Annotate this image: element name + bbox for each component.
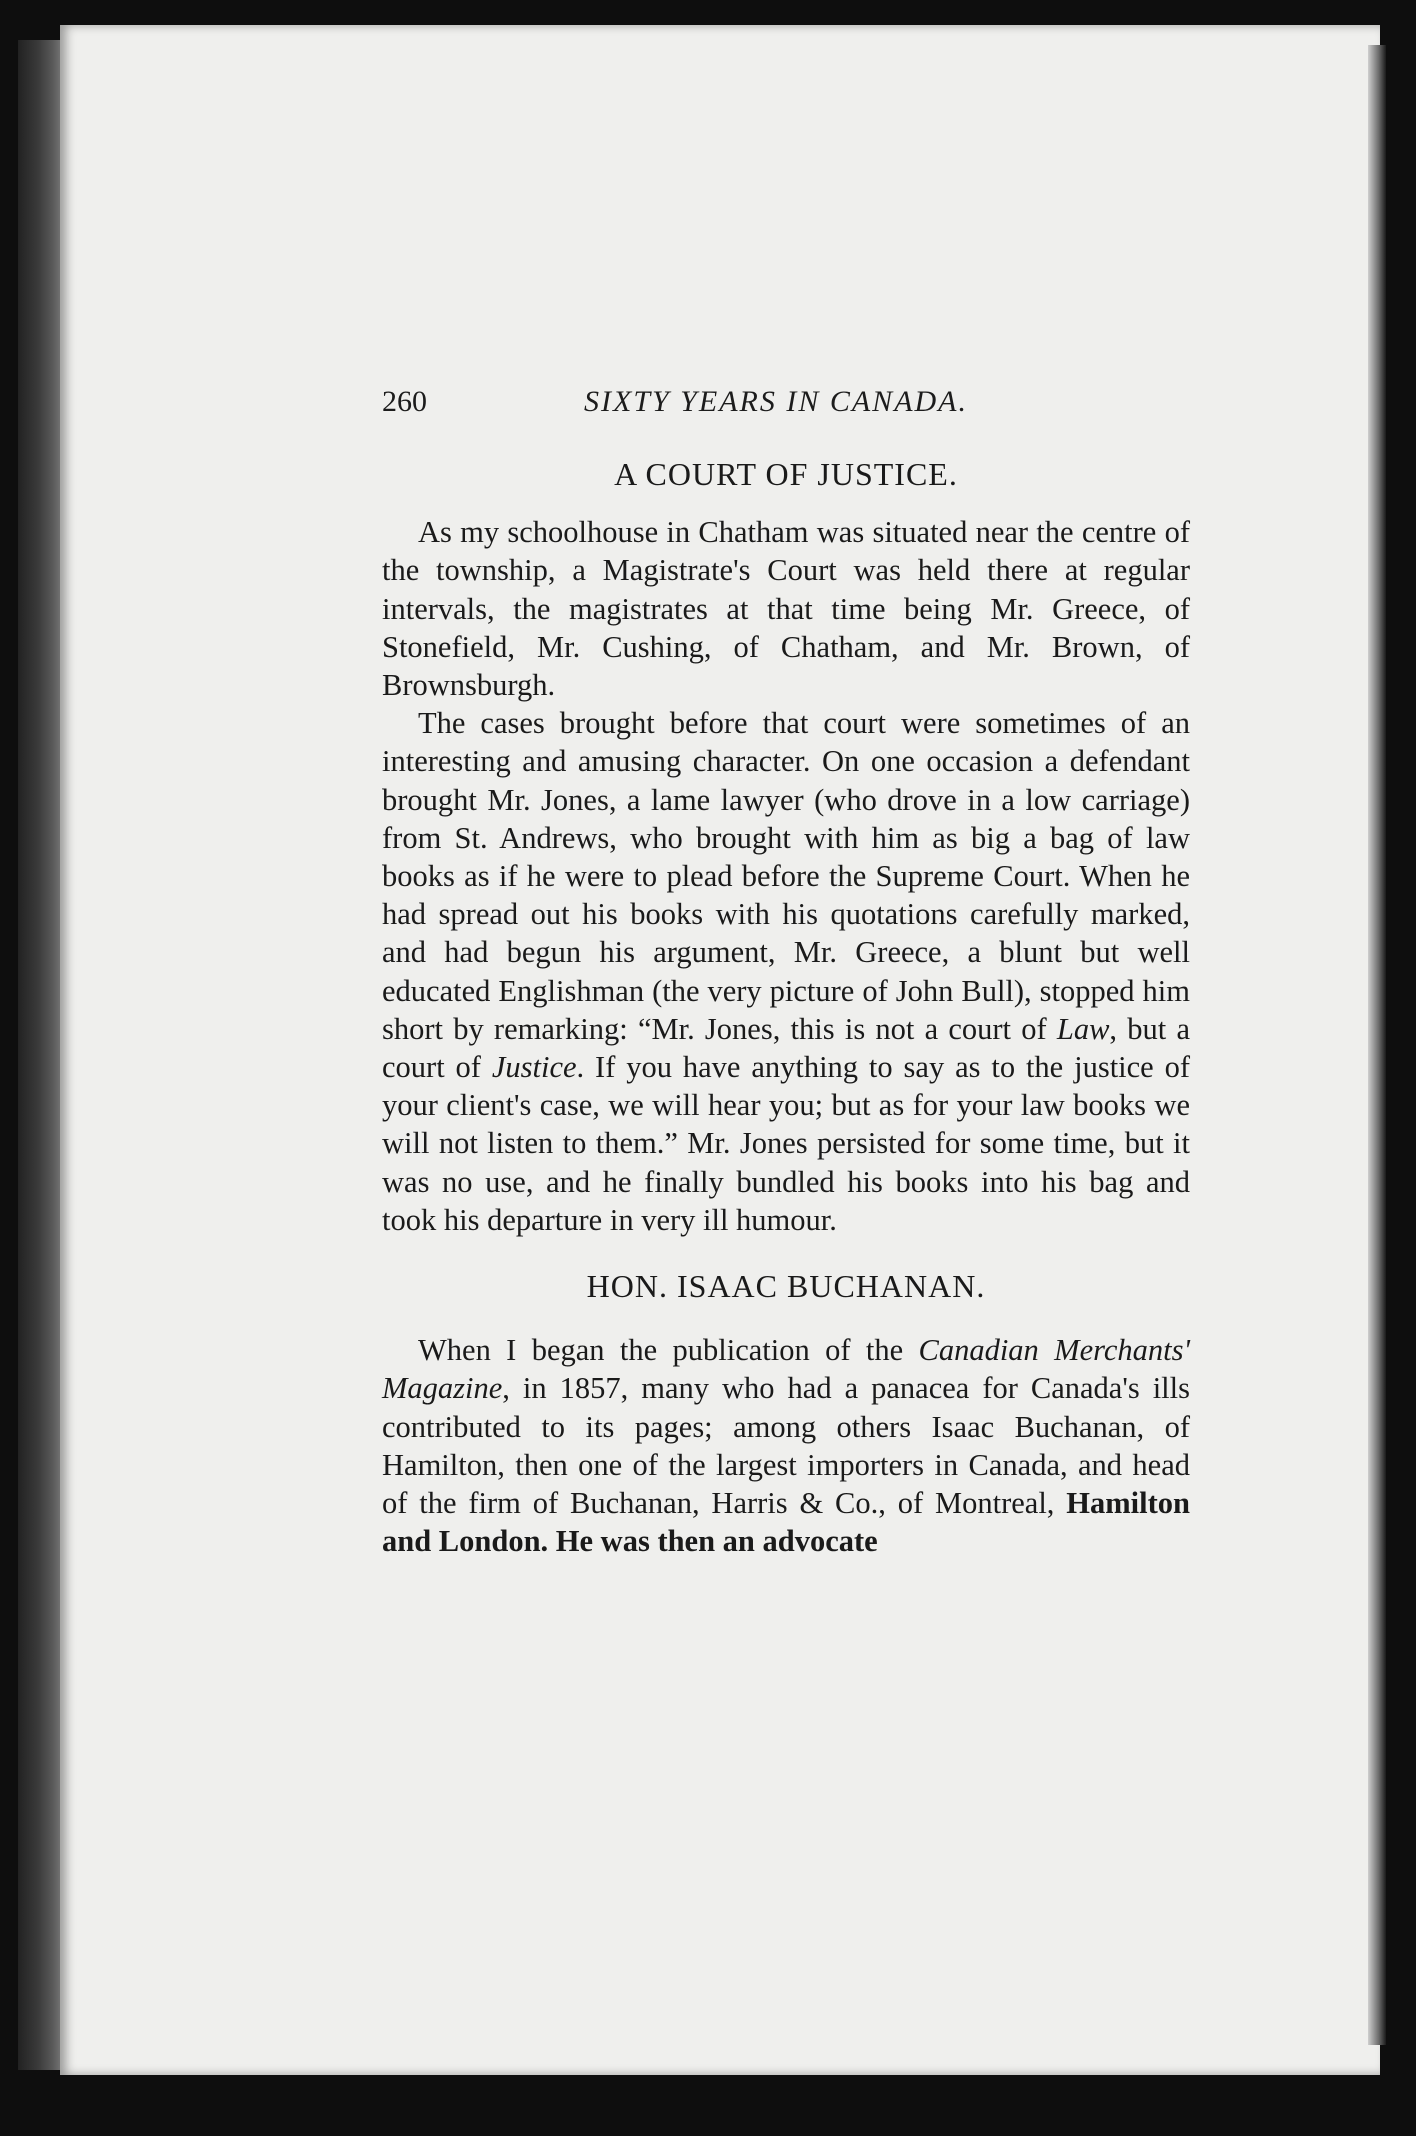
running-title: SIXTY YEARS IN CANADA. (584, 385, 969, 418)
paragraph-text: . If you have anything to say as to the justice of your client's case, we will hear you; but as for your law books we will not listen to them.” Mr. Jones persisted for some time, but it was no use, and he finally bundled his books into his bag and took his departure in very ill humour. (382, 1050, 1191, 1237)
emphasis-justice: Justice (491, 1050, 577, 1085)
paragraph (382, 513, 1190, 704)
paragraph-text: When I began the publication of the (418, 1333, 919, 1368)
section-heading-court-of-justice: A COURT OF JUSTICE. (614, 456, 958, 492)
paragraph-text: The cases brought before that court were sometimes of an interesting and amusing character. On one occasion a defendant brought Mr. Jones, a lame lawyer (who drove in a low carriage) from St. Andrews, who brought with him as big a bag of law books as if he were to plead before the Supreme Court. When he had spread out his books with his quotations carefully marked, and had begun his argument, Mr. Greece, a blunt but well educated Englishman (the very picture of John Bull), stopped him short by remarking: “Mr. Jones, this is not a court of (382, 706, 1190, 1046)
emphasis-magazine-title: Canadian Merchants' Magazine (382, 1333, 1190, 1406)
paragraph (382, 704, 1190, 1239)
running-header (382, 385, 1202, 431)
paragraph-text: , in 1857, many who had a panacea for Canada's ills contributed to its pages; among others Isaac Buchanan, of Hamilton, then one of the largest importers in Canada, and head of the firm of Buchanan, Harris & Co., of Montreal, (382, 1371, 1190, 1521)
page-number: 260 (382, 385, 427, 418)
paragraph-text-dark: Hamilton and London. He was then an advocate (382, 1486, 1190, 1559)
emphasis-law: Law (1056, 1011, 1110, 1046)
page-fore-edge (1368, 45, 1386, 2045)
paragraph (382, 1331, 1190, 1560)
body-text (382, 455, 1190, 1560)
paragraph-text: , but a court of (382, 1011, 1190, 1085)
paragraph-text: As my schoolhouse in Chatham was situated near the centre of the township, a Magistrate's Court was held there at regular intervals, the magistrates at that time being Mr. Greece, of Stonefield, Mr. Cushing, of Chatham, and Mr. Brown, of Brownsburgh. (382, 515, 1190, 703)
section-heading-isaac-buchanan: HON. ISAAC BUCHANAN. (586, 1268, 986, 1305)
